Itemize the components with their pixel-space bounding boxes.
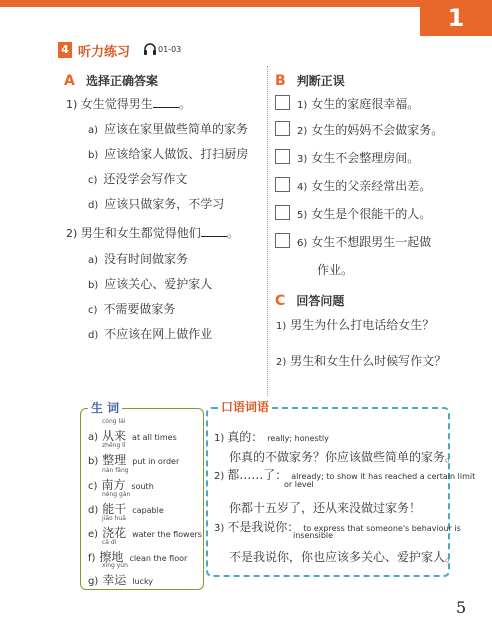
option-letter: b)	[88, 150, 99, 161]
statement-text: 女生是个很能干的人。	[311, 207, 432, 221]
statement-number: 2)	[297, 126, 308, 137]
option-letter: d)	[88, 200, 99, 211]
term-hanzi: 不是我说你：	[227, 520, 300, 534]
statement-text: 女生的家庭很幸福。	[311, 97, 420, 111]
option-a1-d[interactable]	[88, 195, 224, 212]
option-letter: a)	[88, 255, 99, 266]
option-a2-b[interactable]	[88, 275, 212, 292]
option-a2-c[interactable]	[88, 300, 175, 317]
statement-6	[297, 233, 431, 250]
question-a2	[66, 224, 239, 241]
option-text: 应该关心、爱护家人	[104, 277, 213, 291]
question-stem: 男生和女生都觉得他们	[80, 226, 201, 240]
term-example: 你都十五岁了，还从来没做过家务！	[229, 501, 422, 515]
option-text: 还没学会写作文	[103, 172, 188, 186]
vocab-letter: a)	[88, 432, 99, 443]
vocab-english: south	[131, 482, 154, 491]
vocab-pinyin: zhěng lǐ	[102, 442, 126, 449]
audio-track-number: 01-03	[158, 45, 182, 54]
answer-blank	[153, 97, 179, 108]
statement-2	[297, 121, 443, 138]
vocab-english: at all times	[132, 433, 177, 442]
column-divider	[267, 66, 268, 396]
colloquial-term-2	[214, 466, 475, 483]
option-letter: a)	[88, 125, 99, 136]
vocab-item	[88, 442, 180, 468]
term-hanzi: 都……了：	[227, 468, 288, 482]
vocab-english: lucky	[132, 577, 154, 586]
part-a-letter: A	[64, 73, 75, 89]
vocab-hanzi: 幸运	[102, 573, 127, 587]
option-text: 不需要做家务	[103, 302, 176, 316]
part-c-header	[275, 290, 344, 309]
option-a1-c[interactable]	[88, 170, 187, 187]
statement-6-continuation	[313, 261, 353, 278]
vocab-hanzi: 能干	[102, 502, 127, 516]
vocab-letter: f)	[88, 553, 96, 564]
vocab-letter: g)	[88, 576, 99, 587]
section-title: 听力练习	[78, 45, 131, 60]
part-b-letter: B	[275, 73, 286, 89]
vocab-hanzi: 南方	[101, 478, 126, 492]
vocab-item	[88, 562, 154, 588]
question-stem: 女生觉得男生	[80, 97, 153, 111]
vocab-pinyin: cóng lái	[102, 418, 126, 425]
statement-5	[297, 205, 431, 222]
true-false-checkbox-1[interactable]	[275, 95, 290, 110]
vocab-english: put in order	[132, 457, 180, 466]
vocab-hanzi: 擦地	[99, 550, 124, 564]
term-number: 2)	[214, 471, 225, 482]
question-number: 2)	[66, 227, 78, 240]
vocab-english: water the flowers	[132, 530, 202, 539]
statement-number: 3)	[297, 154, 308, 165]
question-number: 2)	[276, 357, 287, 368]
option-letter: d)	[88, 330, 99, 341]
term-definition-continuation: insensible	[293, 531, 334, 540]
true-false-checkbox-2[interactable]	[275, 121, 290, 136]
option-letter: b)	[88, 280, 99, 291]
option-a2-d[interactable]	[88, 325, 212, 342]
statement-text: 女生不会整理房间。	[311, 151, 420, 165]
statement-text: 女生的妈妈不会做家务。	[311, 123, 444, 137]
part-c-letter: C	[275, 293, 286, 309]
term-example: 不是我说你，你也应该多关心、爱护家人。	[229, 550, 458, 564]
part-b-title: 判断正误	[296, 74, 345, 88]
option-letter: c)	[88, 305, 98, 316]
term-number: 3)	[214, 523, 225, 534]
option-text: 应该给家人做饭、打扫厨房	[104, 147, 249, 161]
question-stem-end: 。	[226, 226, 239, 240]
part-a-title: 选择正确答案	[85, 74, 158, 88]
vocab-hanzi: 整理	[102, 453, 127, 467]
term-hanzi: 真的：	[227, 430, 264, 444]
true-false-checkbox-4[interactable]	[275, 177, 290, 192]
statement-text: 女生的父亲经常出差。	[311, 179, 432, 193]
colloquial-term-3	[214, 518, 461, 535]
option-text: 应该在家里做些简单的家务	[104, 122, 249, 136]
vocab-letter: e)	[88, 529, 99, 540]
vocab-pinyin: jiāo huā	[102, 515, 126, 522]
option-a2-a[interactable]	[88, 250, 188, 267]
true-false-checkbox-5[interactable]	[275, 205, 290, 220]
vocab-hanzi: 从来	[102, 429, 127, 443]
question-number: 1)	[66, 98, 78, 111]
statement-number: 1)	[297, 100, 308, 111]
colloquial-term-1	[214, 428, 329, 445]
question-text: 男生为什么打电话给女生？	[290, 318, 435, 332]
statement-text: 女生不想跟男生一起做	[311, 235, 432, 249]
option-text: 没有时间做家务	[104, 252, 189, 266]
vocab-letter: c)	[88, 481, 98, 492]
term-example: 你真的不做家务？你应该做些简单的家务。	[229, 450, 458, 464]
vocab-english: capable	[132, 506, 164, 515]
term-definition: really; honestly	[267, 434, 329, 443]
vocab-pinyin: cā dì	[102, 539, 117, 546]
option-a1-b[interactable]	[88, 145, 248, 162]
section-number: 4	[58, 42, 72, 58]
colloquial-title: 口语词语	[218, 398, 272, 415]
vocab-pinyin: nán fāng	[102, 467, 129, 474]
vocab-letter: b)	[88, 456, 99, 467]
vocab-letter: d)	[88, 505, 99, 516]
question-c2	[276, 352, 446, 369]
vocab-hanzi: 浇花	[102, 526, 127, 540]
true-false-checkbox-3[interactable]	[275, 149, 290, 164]
vocabulary-title: 生 词	[88, 399, 122, 416]
question-text: 男生和女生什么时候写作文？	[290, 354, 447, 368]
option-text: 不应该在网上做作业	[104, 327, 213, 341]
term-definition-continuation: or level	[284, 480, 314, 489]
question-a1	[66, 95, 191, 112]
true-false-checkbox-6[interactable]	[275, 233, 290, 248]
term-definition: to express that someone's behaviour is	[303, 524, 461, 533]
unit-number-tab: 1	[420, 0, 492, 36]
question-stem-end: 。	[178, 97, 191, 111]
option-text: 应该只做家务，不学习	[104, 197, 225, 211]
statement-number: 5)	[297, 210, 308, 221]
vocab-english: clean the floor	[129, 554, 188, 563]
statement-1	[297, 95, 419, 112]
part-a-header	[64, 70, 158, 89]
term-definition: already; to show it has reached a certain limit	[291, 472, 476, 481]
term-number: 1)	[214, 433, 225, 444]
statement-number: 6)	[297, 238, 308, 249]
top-accent-bar	[0, 0, 492, 7]
option-letter: c)	[88, 175, 98, 186]
question-c1	[276, 316, 434, 333]
page-number: 5	[456, 598, 467, 617]
question-number: 1)	[276, 321, 287, 332]
vocab-pinyin: néng gàn	[102, 491, 131, 498]
vocab-pinyin: xìng yùn	[102, 562, 128, 569]
statement-3	[297, 149, 419, 166]
statement-4	[297, 177, 431, 194]
answer-blank	[201, 226, 227, 237]
statement-number: 4)	[297, 182, 308, 193]
statement-text: 作业。	[317, 263, 354, 277]
part-b-header	[275, 70, 345, 89]
headphones-icon[interactable]	[143, 43, 157, 55]
option-a1-a[interactable]	[88, 120, 248, 137]
part-c-title: 回答问题	[296, 294, 345, 308]
